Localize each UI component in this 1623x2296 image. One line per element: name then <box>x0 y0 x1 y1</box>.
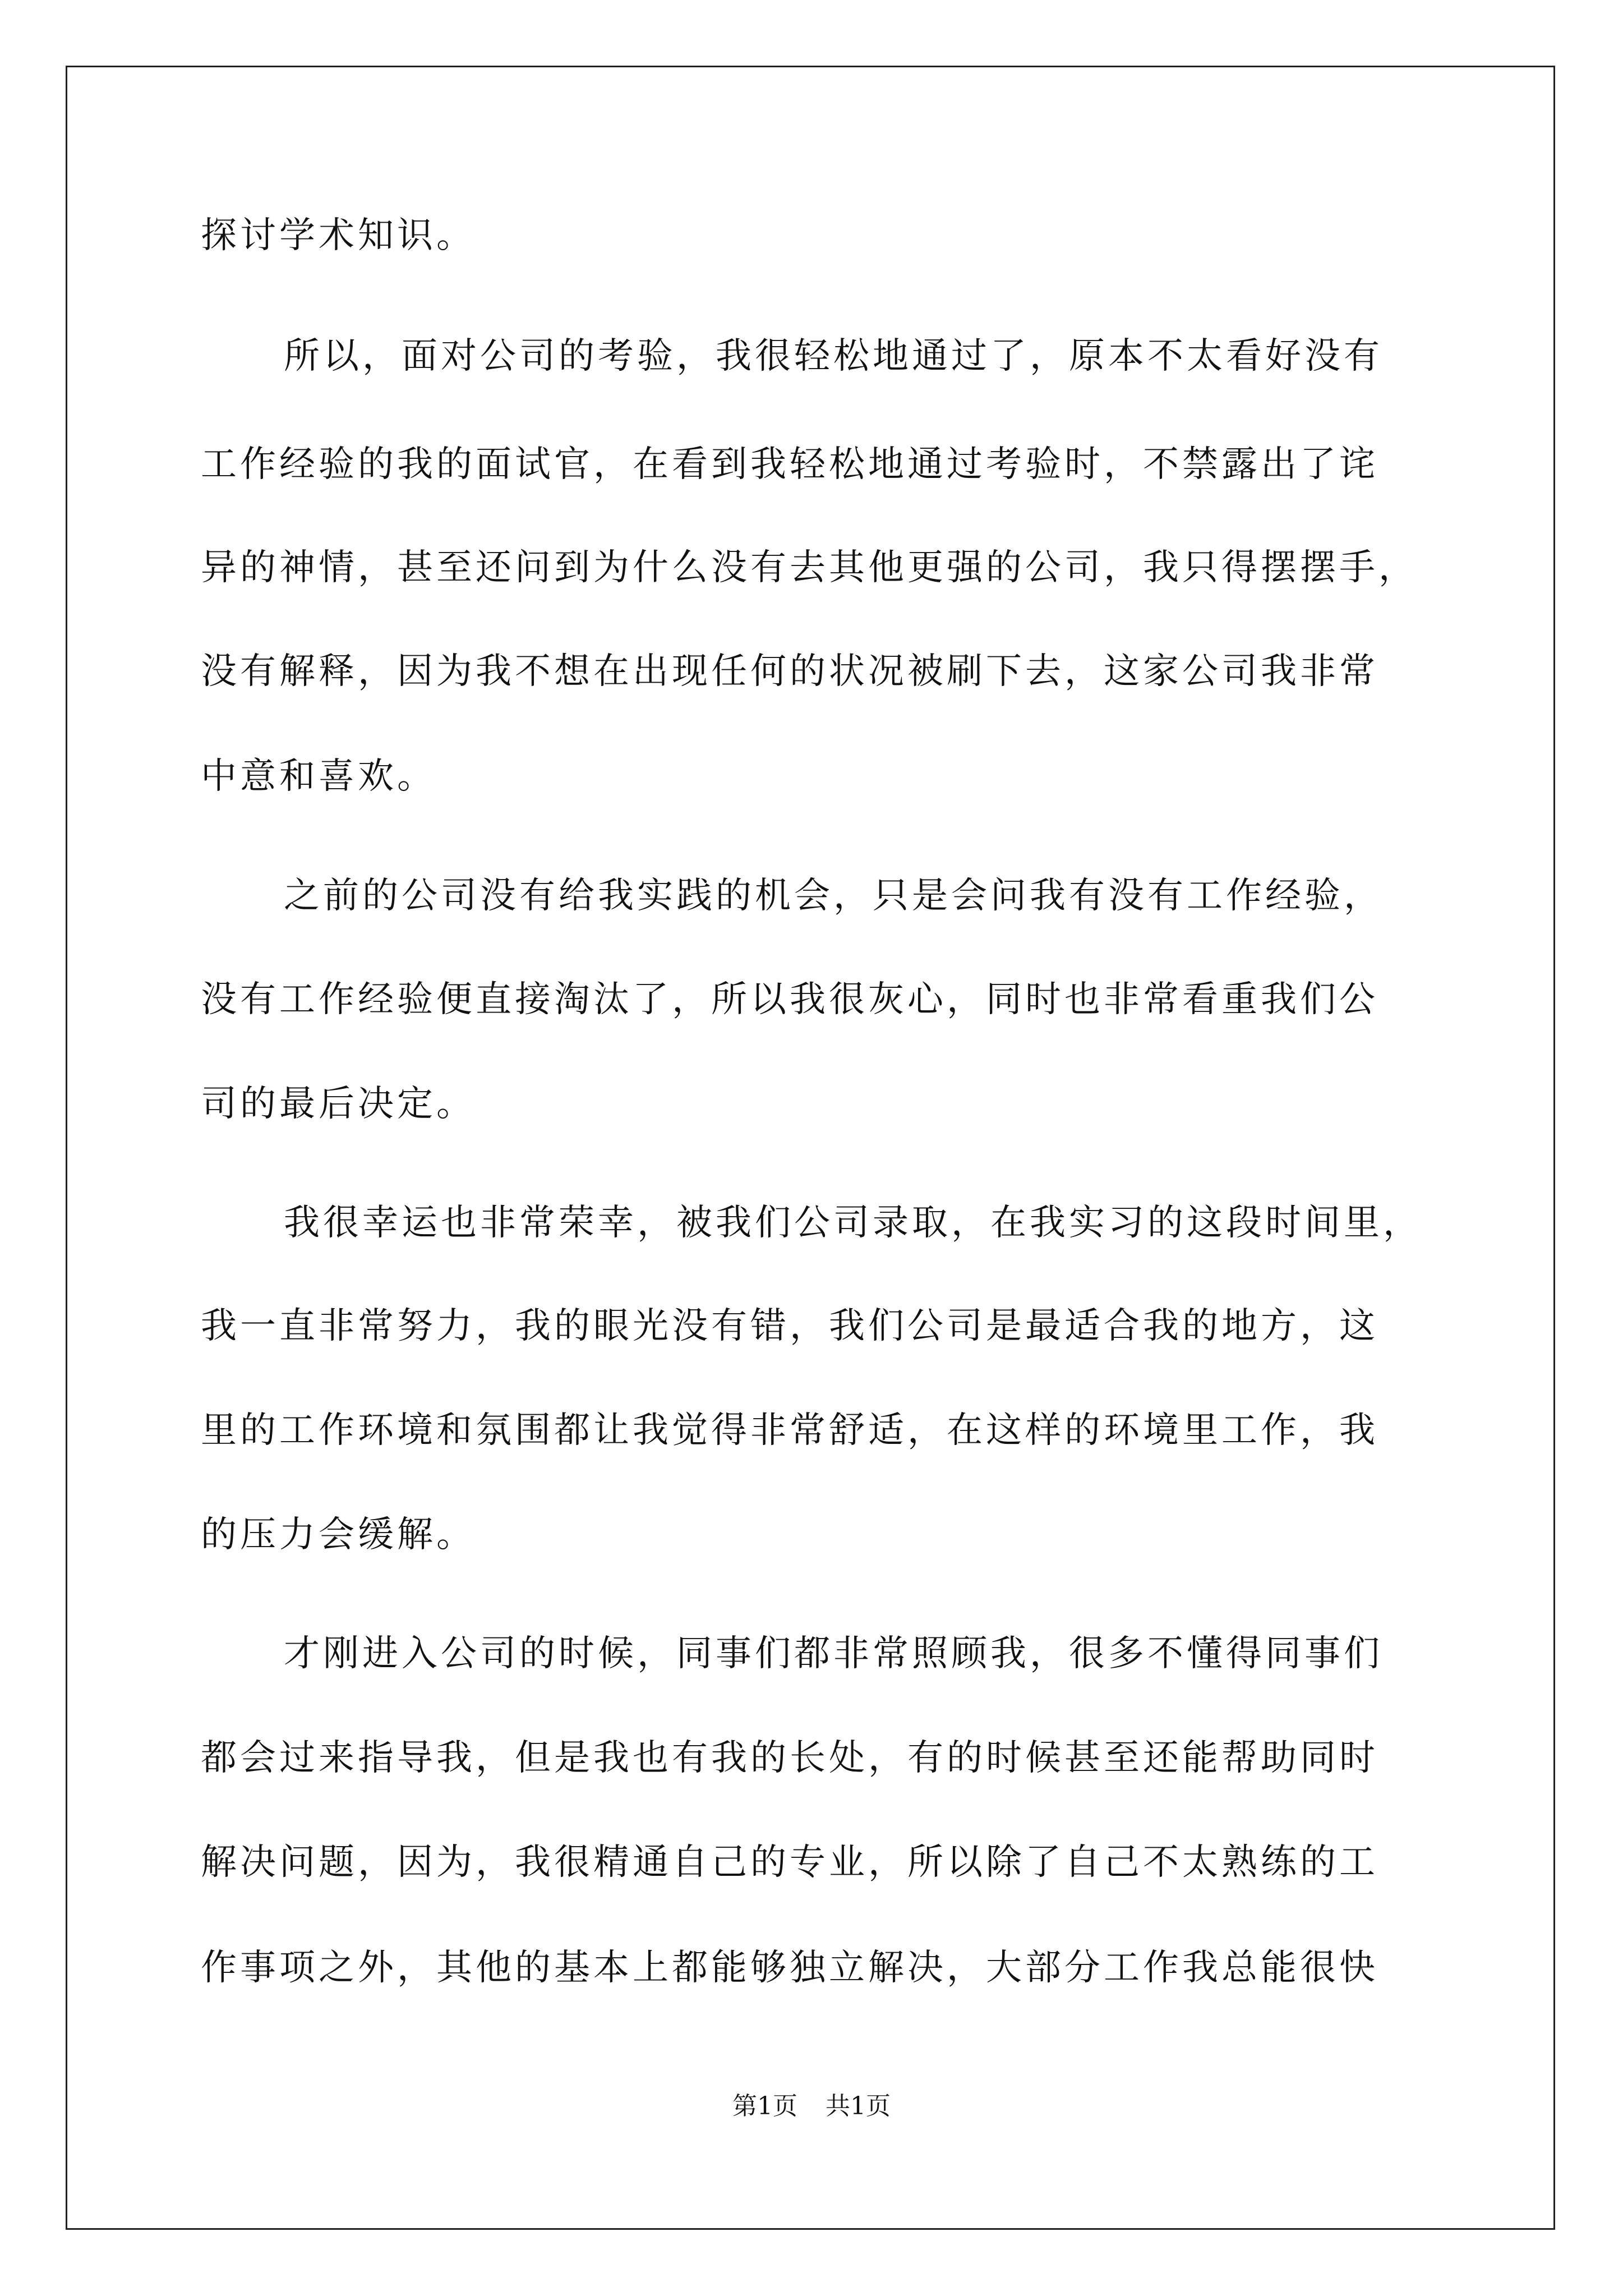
text-line: 异的神情，甚至还问到为什么没有去其他更强的公司，我只得摆摆手， <box>201 547 1418 588</box>
text-line: 探讨学术知识。 <box>201 215 476 256</box>
page-border <box>66 66 1555 2230</box>
text-line: 的压力会缓解。 <box>201 1514 476 1556</box>
text-line: 作事项之外，其他的基本上都能够独立解决，大部分工作我总能很快 <box>201 1947 1378 1989</box>
text-line: 中意和喜欢。 <box>201 756 436 797</box>
text-line: 没有工作经验便直接淘汰了，所以我很灰心，同时也非常看重我们公 <box>201 979 1378 1020</box>
text-line: 都会过来指导我，但是我也有我的长处，有的时候甚至还能帮助同时 <box>201 1737 1378 1779</box>
paragraph-first-line: 我很幸运也非常荣幸，被我们公司录取，在我实习的这段时间里， <box>284 1202 1422 1244</box>
paragraph-first-line: 才刚进入公司的时候，同事们都非常照顾我，很多不懂得同事们 <box>284 1633 1383 1674</box>
text-line: 解决问题，因为，我很精通自己的专业，所以除了自己不太熟练的工 <box>201 1842 1378 1883</box>
text-line: 没有解释，因为我不想在出现任何的状况被刷下去，这家公司我非常 <box>201 651 1378 692</box>
paragraph-first-line: 所以，面对公司的考验，我很轻松地通过了，原本不太看好没有 <box>284 335 1383 377</box>
paragraph-first-line: 之前的公司没有给我实践的机会，只是会问我有没有工作经验， <box>284 875 1383 917</box>
page-number: 第1页 <box>732 2092 797 2120</box>
text-line: 我一直非常努力，我的眼光没有错，我们公司是最适合我的地方，这 <box>201 1305 1378 1347</box>
page-footer <box>0 2090 1623 2123</box>
text-line: 工作经验的我的面试官，在看到我轻松地通过考验时，不禁露出了诧 <box>201 444 1378 485</box>
text-line: 司的最后决定。 <box>201 1083 476 1125</box>
text-line: 里的工作环境和氛围都让我觉得非常舒适，在这样的环境里工作，我 <box>201 1410 1378 1451</box>
page-total: 共1页 <box>826 2092 891 2120</box>
